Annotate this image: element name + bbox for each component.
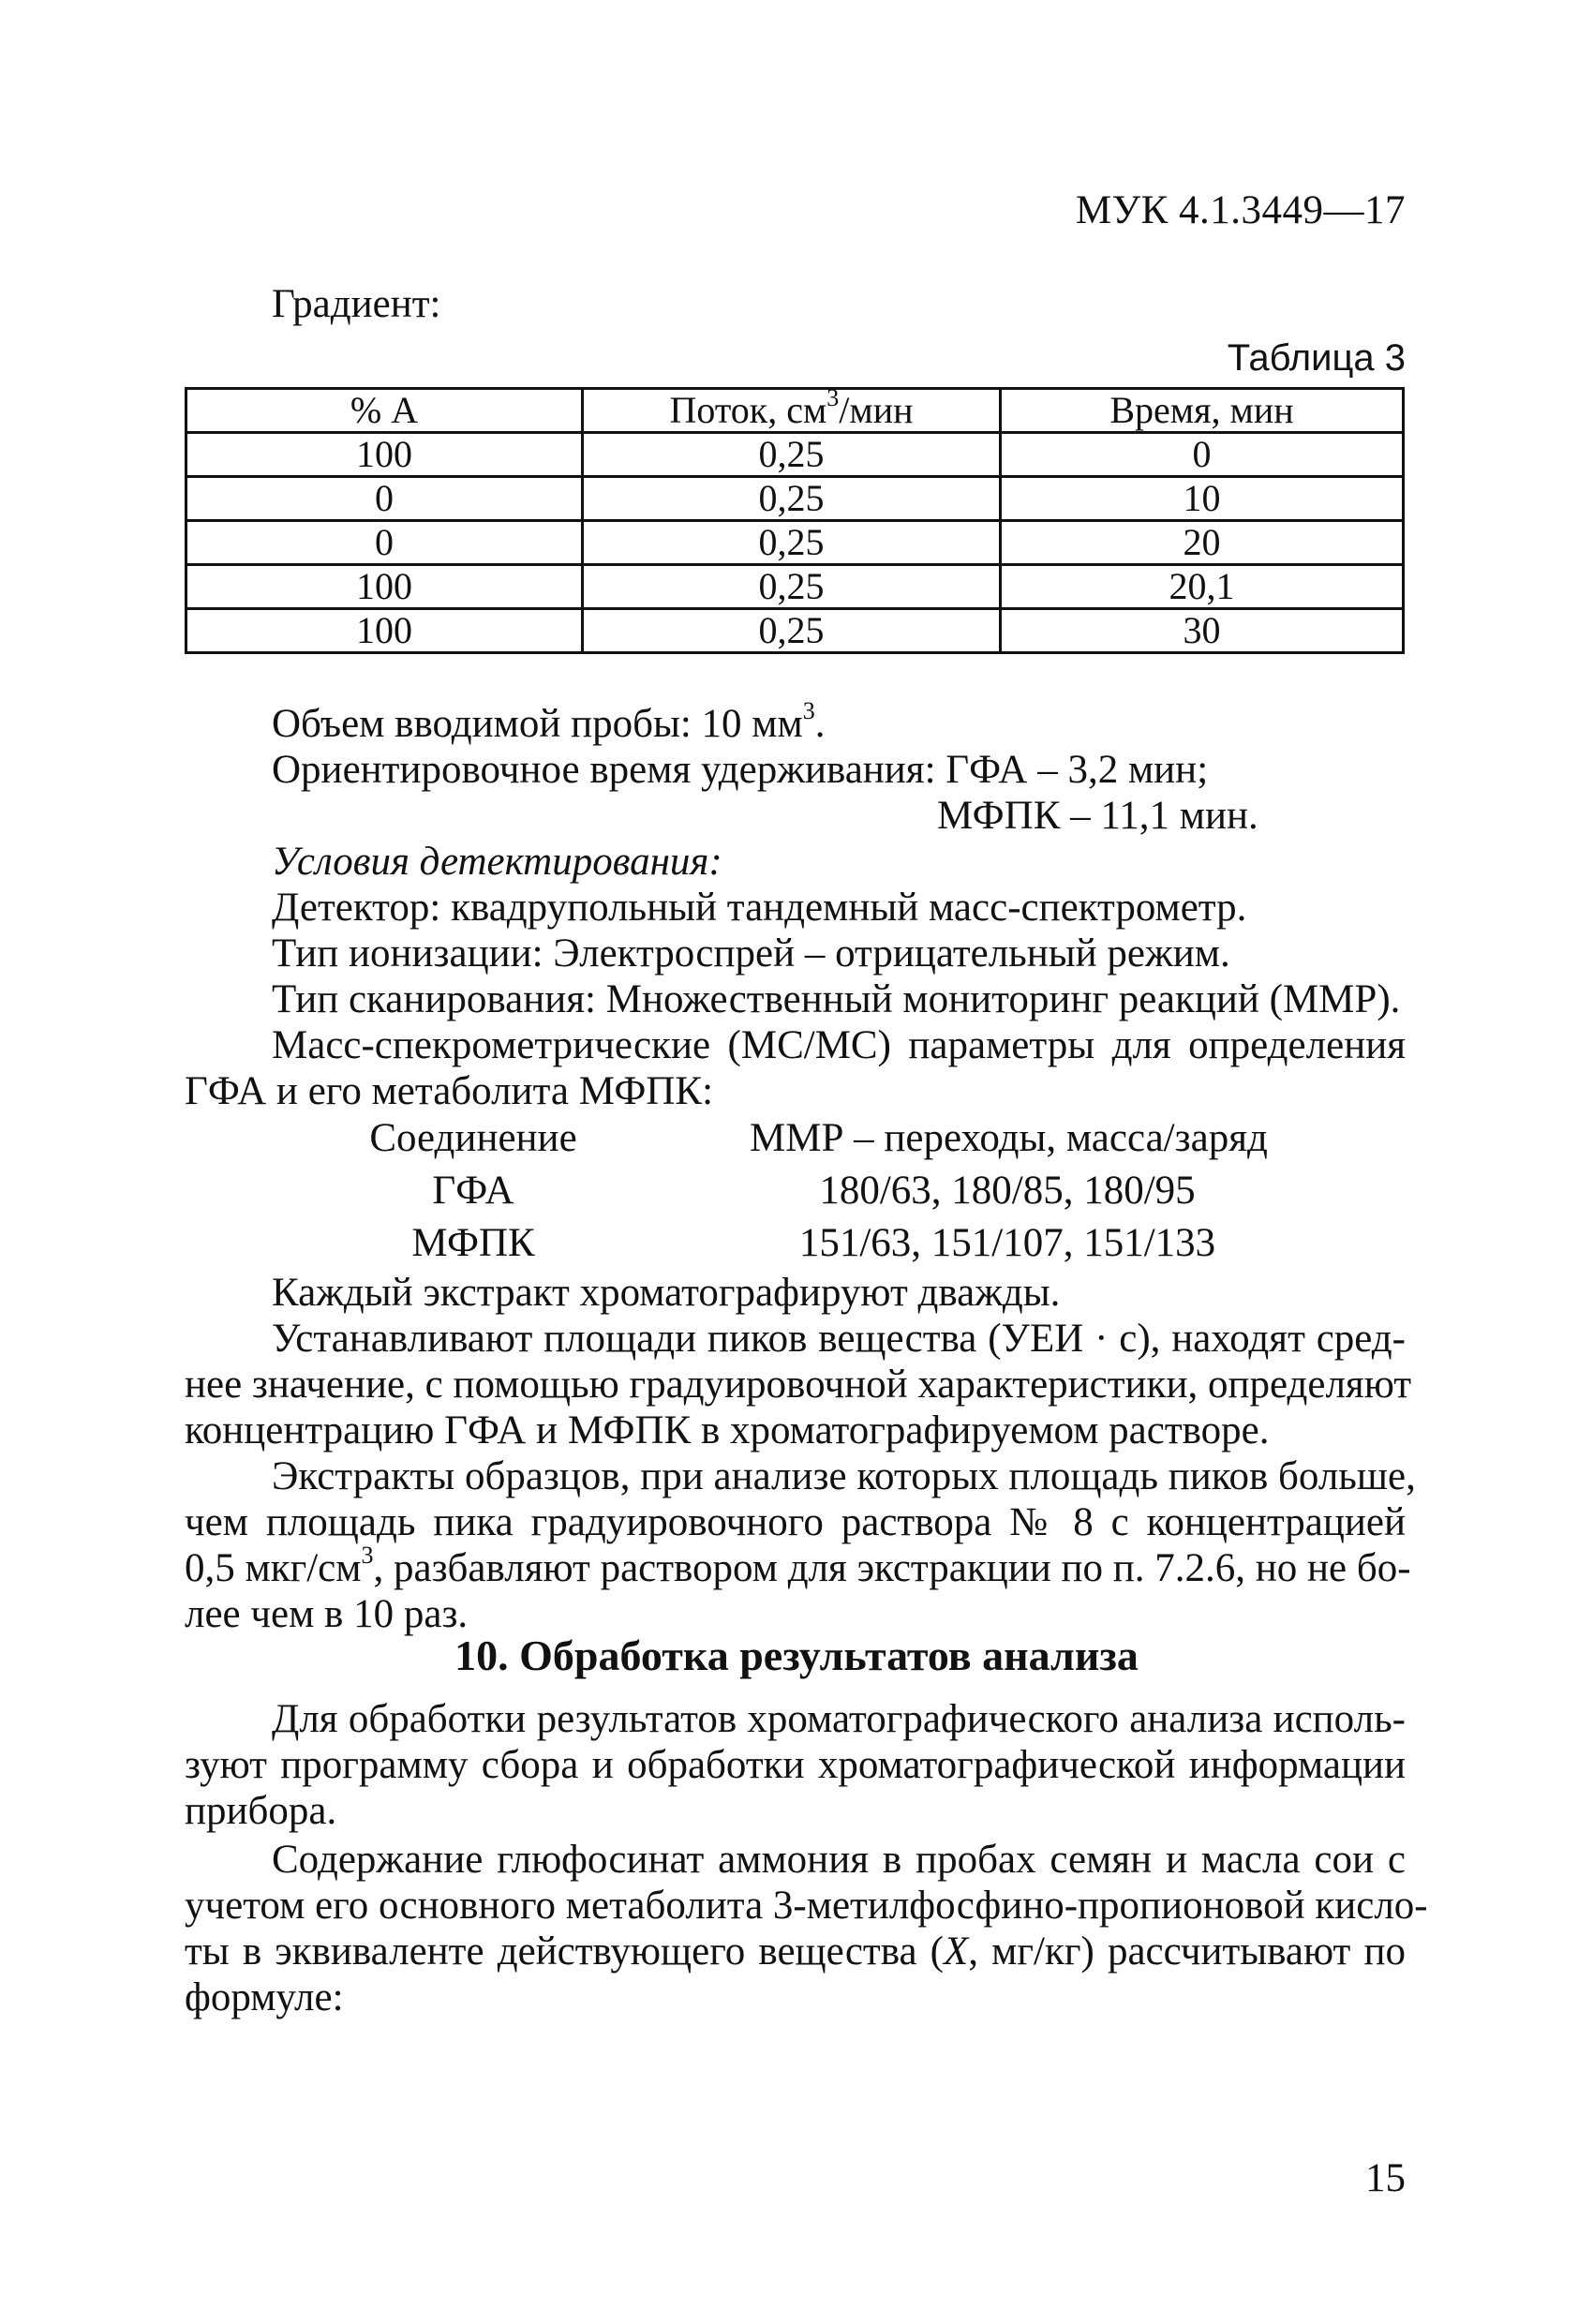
- cell-time: 20: [1001, 521, 1404, 565]
- cell-percent-a: 100: [186, 609, 583, 653]
- cell-flow: 0,25: [583, 609, 1001, 653]
- transitions-header: ММР – переходы, масса/заряд: [750, 1116, 1268, 1160]
- section10-p1-line-3: прибора.: [185, 1789, 337, 1833]
- cell-flow: 0,25: [583, 565, 1001, 609]
- compound-name: МФПК: [411, 1221, 535, 1265]
- table-row: [186, 565, 1404, 609]
- compound-name: ГФА: [432, 1169, 514, 1213]
- section10-p1-line-1: Для обработки результатов хроматографического анализа исполь-: [272, 1697, 1406, 1741]
- gradient-table: [185, 383, 1405, 654]
- document-code: МУК 4.1.3449—17: [1075, 188, 1406, 232]
- table-row: [186, 609, 1404, 653]
- cell-time: 30: [1001, 609, 1404, 653]
- cell-flow: 0,25: [583, 521, 1001, 565]
- gradient-label: Градиент:: [272, 282, 441, 326]
- section10-p2-line-4: формуле:: [185, 1975, 344, 2019]
- peaks-line-3: концентрацию ГФА и МФПК в хроматографируемом растворе.: [185, 1408, 1270, 1452]
- extracts-line-2: чем площадь пика градуировочного раствора № 8 с концентрацией: [185, 1500, 1406, 1544]
- cell-time: 10: [1001, 477, 1404, 521]
- section10-p2-line-2: учетом его основного метаболита 3-метилфосфино-пропионовой кисло-: [185, 1884, 1428, 1928]
- extracts-line-3: 0,5 мкг/$см^3$, разбавляют раствором для экстракции по п. 7.2.6, но не бо-: [185, 1541, 1411, 1590]
- cell-time: 20,1: [1001, 565, 1404, 609]
- cell-percent-a: 100: [186, 565, 583, 609]
- detection-heading: Условия детектирования:: [272, 840, 722, 884]
- injection-volume: Объем вводимой пробы: 10 $мм^3$.: [272, 696, 826, 746]
- extracts-line-4: лее чем в 10 раз.: [185, 1592, 469, 1636]
- section10-p2-line-1: Содержание глюфосинат аммония в пробах семян и масла сои с: [272, 1838, 1406, 1882]
- header-time: Время, мин: [1001, 389, 1404, 433]
- table-header-row: [186, 389, 1404, 433]
- twice-line: Каждый экстракт хроматографируют дважды.: [272, 1271, 1061, 1315]
- cell-percent-a: 0: [186, 477, 583, 521]
- ionization-line: Тип ионизации: Электроспрей – отрицательный режим.: [272, 931, 1230, 976]
- retention-time-mfpk: МФПК – 11,1 мин.: [937, 794, 1258, 838]
- peaks-line-1: Устанавливают площади пиков вещества (УЕИ · с), находят сред-: [272, 1317, 1406, 1361]
- compound-header: Соединение: [369, 1116, 577, 1160]
- extracts-line-1: Экстракты образцов, при анализе которых площадь пиков больше,: [272, 1454, 1416, 1498]
- retention-time-gfa: Ориентировочное время удерживания: ГФА – 3,2 мин;: [272, 748, 1209, 792]
- peaks-line-2: нее значение, с помощью градуировочной характеристики, определяют: [185, 1363, 1412, 1407]
- cell-percent-a: 100: [186, 433, 583, 477]
- section10-p1-line-2: зуют программу сбора и обработки хроматографической информации: [185, 1743, 1406, 1787]
- cell-flow: 0,25: [583, 433, 1001, 477]
- cell-percent-a: 0: [186, 521, 583, 565]
- cell-time: 0: [1001, 433, 1404, 477]
- page-number: 15: [1365, 2156, 1406, 2200]
- ms-params-line-1: Масс-спекрометрические (МС/МС) параметры для определения: [272, 1023, 1406, 1067]
- scan-line: Тип сканирования: Множественный мониторинг реакций (ММР).: [272, 977, 1401, 1021]
- compound-transitions: 151/63, 151/107, 151/133: [798, 1221, 1216, 1265]
- header-percent-a: % А: [186, 389, 583, 433]
- section10-p2-line-3: ты в эквиваленте действующего вещества (X, мг/кг) рассчитывают по: [185, 1929, 1406, 1974]
- cell-flow: 0,25: [583, 477, 1001, 521]
- ms-params-line-2: ГФА и его метаболита МФПК:: [185, 1069, 714, 1113]
- table-row: [186, 433, 1404, 477]
- table-row: [186, 477, 1404, 521]
- detector-line: Детектор: квадрупольный тандемный масс-спектрометр.: [272, 886, 1247, 930]
- header-flow: Поток, $см^3$/мин: [583, 389, 1001, 433]
- table-caption: Таблица 3: [1227, 337, 1406, 379]
- section-10-title: 10. Обработка результатов анализа: [454, 1631, 1139, 1679]
- compound-transitions: 180/63, 180/85, 180/95: [819, 1169, 1196, 1213]
- table-row: [186, 521, 1404, 565]
